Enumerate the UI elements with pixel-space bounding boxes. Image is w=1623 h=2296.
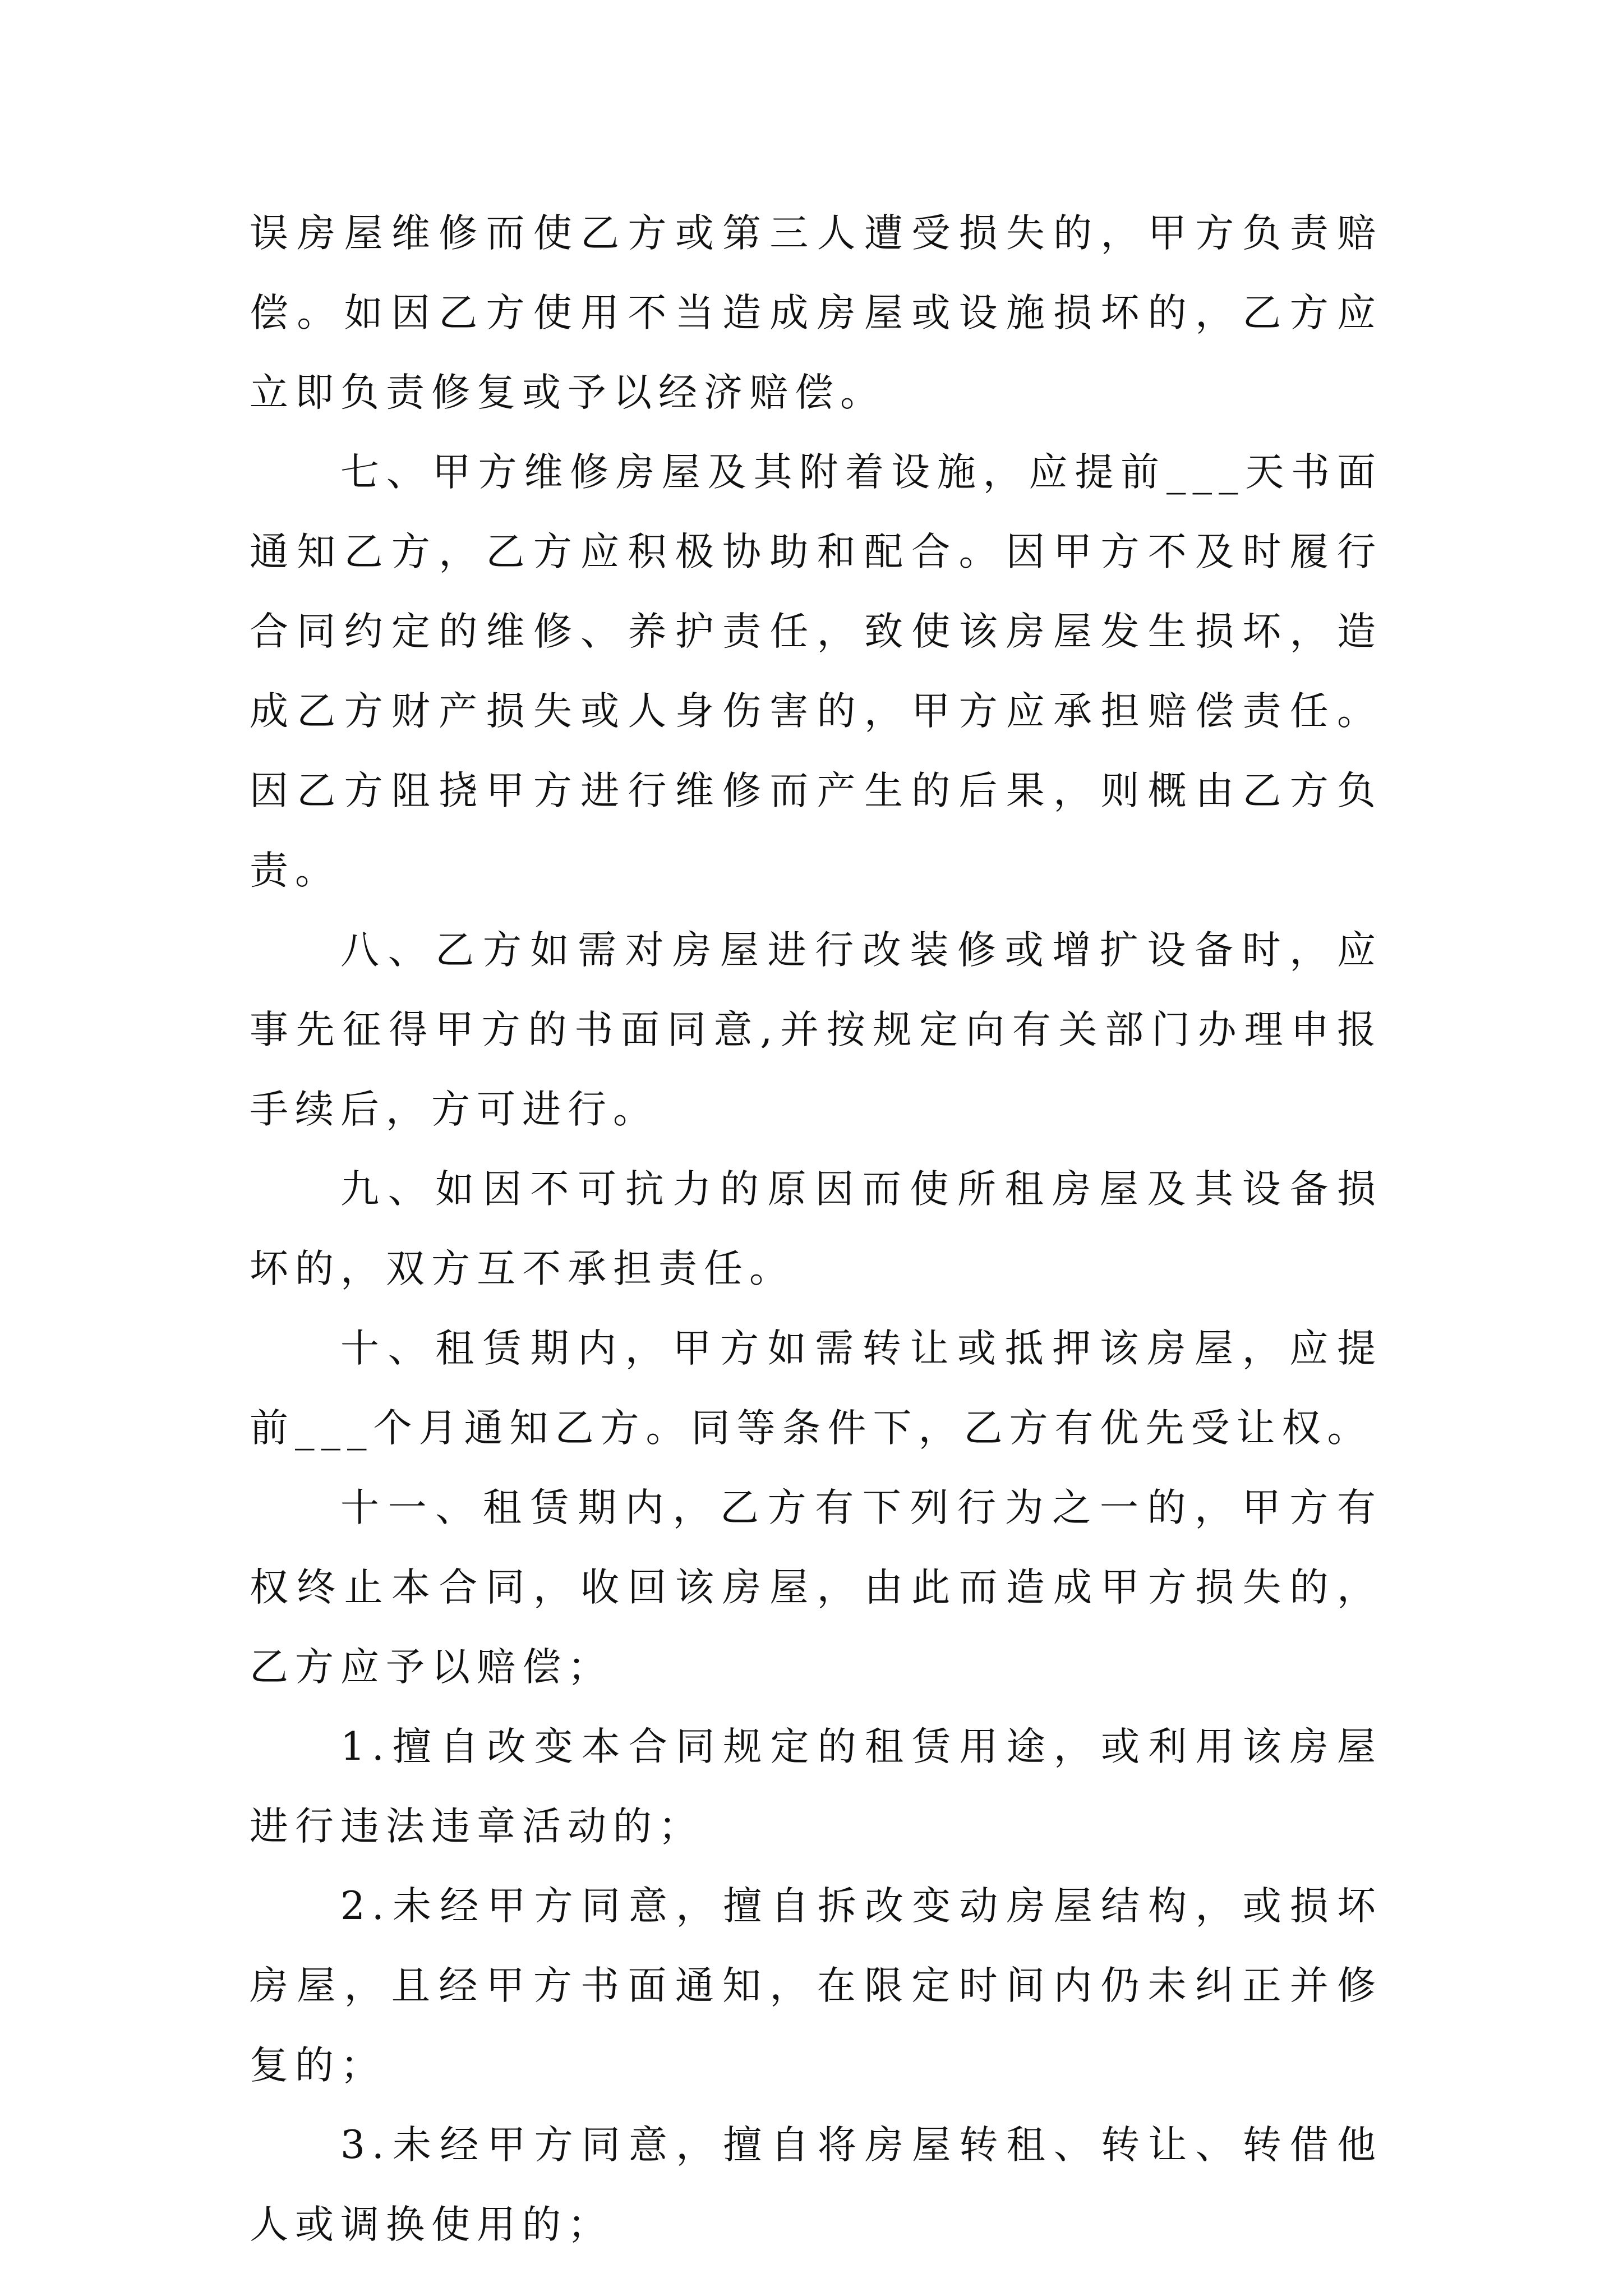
paragraph-clause-10: 十、租赁期内，甲方如需转让或抵押该房屋，应提前___个月通知乙方。同等条件下，乙方有优先受让权。 bbox=[250, 1326, 1382, 1451]
paragraph-continuation: 误房屋维修而使乙方或第三人遭受损失的，甲方负责赔偿。如因乙方使用不当造成房屋或设施损坏的，乙方应立即负责修复或予以经济赔偿。 bbox=[250, 211, 1382, 415]
paragraph-item-2: 2.未经甲方同意，擅自拆改变动房屋结构，或损坏房屋，且经甲方书面通知，在限定时间内仍未纠正并修复的； bbox=[250, 1884, 1382, 2088]
paragraph-clause-7: 七、甲方维修房屋及其附着设施，应提前___天书面通知乙方，乙方应积极协助和配合。因甲方不及时履行合同约定的维修、养护责任，致使该房屋发生损坏，造成乙方财产损失或人身伤害的，甲方应承担赔偿责任。因乙方阻挠甲方进行维修而产生的后果，则概由乙方负责。 bbox=[250, 450, 1382, 893]
paragraph-item-3: 3.未经甲方同意，擅自将房屋转租、转让、转借他人或调换使用的； bbox=[250, 2123, 1382, 2247]
paragraph-item-1: 1.擅自改变本合同规定的租赁用途，或利用该房屋进行违法违章活动的； bbox=[250, 1724, 1382, 1849]
paragraph-clause-9: 九、如因不可抗力的原因而使所租房屋及其设备损坏的，双方互不承担责任。 bbox=[250, 1167, 1382, 1291]
paragraph-clause-11: 十一、租赁期内，乙方有下列行为之一的，甲方有权终止本合同，收回该房屋，由此而造成甲方损失的，乙方应予以赔偿； bbox=[250, 1485, 1382, 1690]
document-page bbox=[250, 194, 1382, 2265]
paragraph-clause-8: 八、乙方如需对房屋进行改装修或增扩设备时，应事先征得甲方的书面同意,并按规定向有关部门办理申报手续后，方可进行。 bbox=[250, 928, 1382, 1132]
